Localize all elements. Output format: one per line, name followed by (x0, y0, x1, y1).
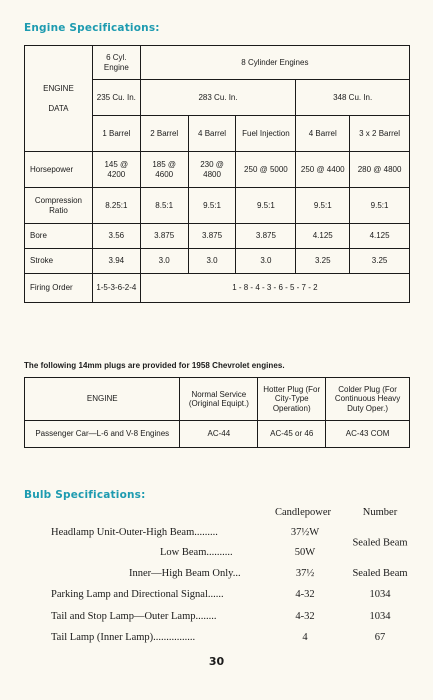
six-cyl-header: 6 Cyl. Engine (92, 46, 140, 80)
firing-order-row (25, 274, 410, 303)
table-cell: 9.5:1 (188, 188, 236, 224)
plug-header-colder: Colder Plug (For Continuous Heavy Duty Oper.) (326, 378, 410, 421)
engine-data-header-line1: ENGINE (43, 84, 74, 94)
bulb-candlepower: 50W (294, 547, 316, 558)
carburetor-cell: 4 Barrel (188, 116, 236, 152)
bulb-label-tail-inner: Tail Lamp (Inner Lamp)................ (51, 632, 196, 643)
bulb-number: 1034 (369, 611, 391, 622)
candlepower-column-header: Candlepower (275, 507, 331, 518)
bulb-specifications-heading: Bulb Specifications: (24, 489, 146, 501)
bulb-label-parking: Parking Lamp and Directional Signal...... (51, 589, 224, 600)
bulb-candlepower: 4-32 (295, 589, 315, 600)
engine-specifications-table (24, 45, 410, 303)
plug-normal-cell: AC-44 (180, 421, 258, 448)
bulb-label-inner-high: Inner—High Beam Only... (129, 568, 241, 579)
table-cell: 8.25:1 (92, 188, 140, 224)
table-cell: 3.0 (188, 249, 236, 274)
engine-data-header-line2: DATA (48, 103, 69, 113)
engine-specifications-heading: Engine Specifications: (24, 22, 160, 34)
table-cell: 3.875 (140, 224, 188, 249)
table-cell: 9.5:1 (350, 188, 410, 224)
table-cell: 3.56 (92, 224, 140, 249)
row-label: Stroke (25, 249, 93, 274)
plug-intro-text: The following 14mm plugs are provided for 1958 Chevrolet engines. (24, 361, 285, 370)
table-cell: 4.125 (296, 224, 350, 249)
horsepower-row (25, 152, 410, 188)
table-cell: 9.5:1 (296, 188, 350, 224)
table-cell: 3.875 (188, 224, 236, 249)
bulb-number: 67 (374, 632, 386, 643)
eight-cyl-header: 8 Cylinder Engines (140, 46, 409, 80)
table-cell: 145 @ 4200 (92, 152, 140, 188)
bulb-number: Sealed Beam (352, 568, 408, 579)
table-cell: 3.875 (236, 224, 296, 249)
bulb-label-headlamp-high: Headlamp Unit-Outer-High Beam......... (51, 527, 218, 538)
table-cell: 8.5:1 (140, 188, 188, 224)
carburetor-cell: 4 Barrel (296, 116, 350, 152)
firing-order-six: 1-5-3-6-2-4 (92, 274, 140, 303)
bulb-candlepower: 4 (302, 632, 308, 643)
plug-engine-cell: Passenger Car—L-6 and V-8 Engines (25, 421, 180, 448)
number-column-header: Number (362, 507, 398, 518)
bulb-label-tail-stop: Tail and Stop Lamp—Outer Lamp........ (51, 611, 217, 622)
firing-order-eight: 1 - 8 - 4 - 3 - 6 - 5 - 7 - 2 (140, 274, 409, 303)
page-number: 30 (208, 655, 225, 668)
bulb-number: 1034 (369, 589, 391, 600)
bulb-candlepower: 37½W (290, 527, 320, 538)
row-label: Compression Ratio (25, 188, 93, 224)
carburetor-cell: 1 Barrel (92, 116, 140, 152)
bulb-number-headlamp: Sealed Beam (352, 537, 408, 549)
engine-data-header (25, 46, 93, 152)
table-row (25, 421, 410, 448)
spark-plug-table (24, 377, 410, 448)
bulb-candlepower: 37½ (295, 568, 315, 579)
row-label: Bore (25, 224, 93, 249)
table-cell: 3.0 (236, 249, 296, 274)
table-cell: 280 @ 4800 (350, 152, 410, 188)
displacement-283: 283 Cu. In. (140, 80, 296, 116)
bore-row (25, 224, 410, 249)
stroke-row (25, 249, 410, 274)
compression-ratio-row (25, 188, 410, 224)
table-cell: 250 @ 4400 (296, 152, 350, 188)
table-cell: 250 @ 5000 (236, 152, 296, 188)
plug-hotter-cell: AC-45 or 46 (258, 421, 326, 448)
table-cell: 9.5:1 (236, 188, 296, 224)
bulb-label-low-beam: Low Beam.......... (160, 547, 233, 558)
plug-header-hotter: Hotter Plug (For City-Type Operation) (258, 378, 326, 421)
table-cell: 3.25 (296, 249, 350, 274)
table-cell: 3.94 (92, 249, 140, 274)
table-cell: 3.25 (350, 249, 410, 274)
row-label: Firing Order (25, 274, 93, 303)
table-cell: 185 @ 4600 (140, 152, 188, 188)
carburetor-cell: Fuel Injection (236, 116, 296, 152)
bulb-candlepower: 4-32 (295, 611, 315, 622)
table-cell: 230 @ 4800 (188, 152, 236, 188)
plug-header-normal: Normal Service (Original Equipt.) (180, 378, 258, 421)
displacement-348: 348 Cu. In. (296, 80, 410, 116)
row-label: Horsepower (25, 152, 93, 188)
displacement-235: 235 Cu. In. (92, 80, 140, 116)
carburetor-cell: 2 Barrel (140, 116, 188, 152)
plug-header-engine: ENGINE (25, 378, 180, 421)
table-cell: 3.0 (140, 249, 188, 274)
table-cell: 4.125 (350, 224, 410, 249)
plug-colder-cell: AC-43 COM (326, 421, 410, 448)
carburetor-cell: 3 x 2 Barrel (350, 116, 410, 152)
